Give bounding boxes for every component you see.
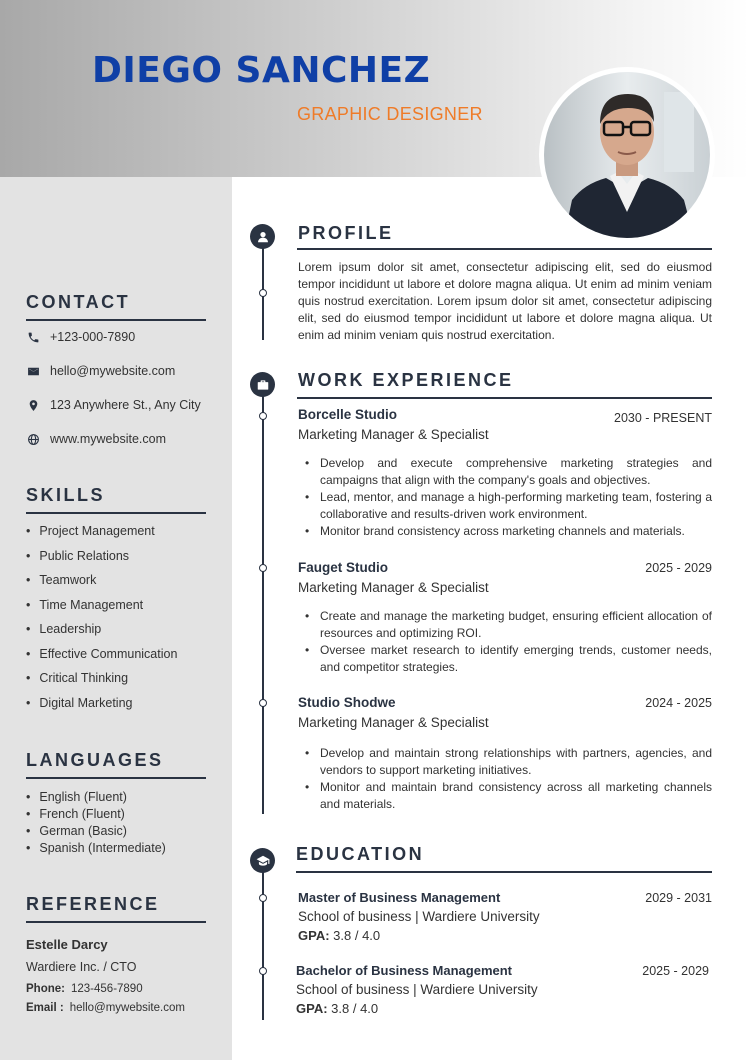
skills-divider <box>26 512 206 514</box>
job-company: Studio Shodwe <box>298 695 396 710</box>
timeline-line-education <box>262 860 264 1020</box>
contact-divider <box>26 319 206 321</box>
work-heading: WORK EXPERIENCE <box>298 370 514 390</box>
reference-divider <box>26 921 206 923</box>
reference-name: Estelle Darcy <box>26 937 108 952</box>
list-item: • Digital Marketing <box>26 696 177 721</box>
contact-address <box>26 398 201 412</box>
reference-phone-value: 123-456-7890 <box>70 983 143 995</box>
globe-icon <box>26 432 40 446</box>
job-role: Marketing Manager & Specialist <box>298 715 489 730</box>
languages-list <box>26 790 166 858</box>
list-item: • Lead, mentor, and manage a high-performing marketing team, fostering a collaborative and results-driven work environment. <box>302 489 712 523</box>
timeline-line-work <box>262 384 264 814</box>
profile-heading: PROFILE <box>298 223 394 243</box>
list-item: • Time Management <box>26 598 177 623</box>
timeline-dot <box>259 967 267 975</box>
candidate-title: GRAPHIC DESIGNER <box>297 104 483 124</box>
list-item: • Spanish (Intermediate) <box>26 841 166 858</box>
education-degree: Bachelor of Business Management <box>296 963 512 978</box>
education-gpa <box>296 1001 378 1016</box>
timeline-dot <box>259 894 267 902</box>
profile-text: Lorem ipsum dolor sit amet, consectetur adipiscing elit, sed do eiusmod tempor incididunt ut labore et dolore magna aliqua. Ut enim ad minim veniam quis nostrud exercitation. Lorem ipsum dolor sit amet, consectetur adipiscing elit, sed do eiusmod tempor incididunt ut labore et dolore magna aliqua. Ut enim ad minim veniam quis nostrud exercitation. <box>298 260 712 342</box>
list-item: • French (Fluent) <box>26 807 166 824</box>
reference-company: Wardiere Inc. / CTO <box>26 960 137 974</box>
education-gpa-value: 3.8 / 4.0 <box>333 928 381 943</box>
profile-photo <box>539 67 715 243</box>
contact-phone-text: +123-000-7890 <box>50 330 136 344</box>
map-pin-icon <box>26 398 40 412</box>
timeline-dot <box>259 412 267 420</box>
list-item: • German (Basic) <box>26 824 166 841</box>
list-item: • Leadership <box>26 622 177 647</box>
reference-email-label: Email : <box>26 1002 64 1014</box>
languages-heading: LANGUAGES <box>26 750 164 770</box>
contact-phone <box>26 330 135 344</box>
job-company: Fauget Studio <box>298 560 388 575</box>
list-item: • Project Management <box>26 524 177 549</box>
phone-icon <box>26 330 40 344</box>
job-role: Marketing Manager & Specialist <box>298 580 489 595</box>
reference-phone <box>26 983 143 995</box>
list-item: • Oversee market research to identify emerging trends, customer needs, and competitor strategies. <box>302 642 712 676</box>
list-item: • Create and manage the marketing budget, ensuring efficient allocation of resources and optimizing ROI. <box>302 608 712 642</box>
list-item: • Develop and execute comprehensive marketing strategies and campaigns that align with the company's goals and objectives. <box>302 455 712 489</box>
job-bullets <box>302 455 712 540</box>
education-dates: 2029 - 2031 <box>645 891 712 905</box>
contact-address-text: 123 Anywhere St., Any City <box>50 398 201 412</box>
education-degree: Master of Business Management <box>298 890 501 905</box>
skills-heading: SKILLS <box>26 485 106 505</box>
contact-heading: CONTACT <box>26 292 131 312</box>
envelope-icon <box>26 364 40 378</box>
user-icon <box>256 230 270 244</box>
list-item: • English (Fluent) <box>26 790 166 807</box>
education-section-icon <box>250 848 275 873</box>
reference-email-value[interactable]: hello@mywebsite.com <box>69 1002 185 1014</box>
work-divider <box>297 397 712 399</box>
list-item: • Effective Communication <box>26 647 177 672</box>
timeline-dot <box>259 564 267 572</box>
profile-divider <box>297 248 712 250</box>
job-company: Borcelle Studio <box>298 407 398 422</box>
reference-heading: REFERENCE <box>26 894 160 914</box>
timeline-line-profile <box>262 236 264 340</box>
timeline-dot <box>259 289 267 297</box>
work-section-icon <box>250 372 275 397</box>
reference-phone-label: Phone: <box>26 983 65 995</box>
education-school: School of business | Wardiere University <box>298 909 540 924</box>
education-gpa-label: GPA: <box>298 928 330 943</box>
job-dates: 2030 - PRESENT <box>614 411 712 425</box>
education-gpa-label: GPA: <box>296 1001 328 1016</box>
contact-website <box>26 432 166 446</box>
job-bullets <box>302 608 712 676</box>
briefcase-icon <box>256 378 270 392</box>
skills-list <box>26 524 177 720</box>
education-divider <box>296 871 712 873</box>
languages-divider <box>26 777 206 779</box>
list-item: • Monitor and maintain brand consistency across all marketing channels and materials. <box>302 779 712 813</box>
education-gpa <box>298 928 380 943</box>
job-bullets <box>302 745 712 813</box>
contact-website-text[interactable]: www.mywebsite.com <box>50 432 166 446</box>
portrait-image <box>544 72 710 238</box>
list-item: • Critical Thinking <box>26 671 177 696</box>
education-dates: 2025 - 2029 <box>642 964 709 978</box>
contact-email <box>26 364 175 378</box>
job-dates: 2025 - 2029 <box>645 561 712 575</box>
education-gpa-value: 3.8 / 4.0 <box>331 1001 379 1016</box>
profile-section-icon <box>250 224 275 249</box>
list-item: • Develop and maintain strong relationships with partners, agencies, and vendors to support marketing initiatives. <box>302 745 712 779</box>
contact-email-text[interactable]: hello@mywebsite.com <box>50 364 176 378</box>
list-item: • Monitor brand consistency across marketing channels and materials. <box>302 523 712 540</box>
job-dates: 2024 - 2025 <box>645 696 712 710</box>
candidate-name: DIEGO SANCHEZ <box>92 50 431 91</box>
education-heading: EDUCATION <box>296 844 425 864</box>
timeline-dot <box>259 699 267 707</box>
graduation-cap-icon <box>256 854 270 868</box>
list-item: • Teamwork <box>26 573 177 598</box>
education-school: School of business | Wardiere University <box>296 982 538 997</box>
job-role: Marketing Manager & Specialist <box>298 427 489 442</box>
list-item: • Public Relations <box>26 549 177 574</box>
reference-email <box>26 1002 185 1014</box>
